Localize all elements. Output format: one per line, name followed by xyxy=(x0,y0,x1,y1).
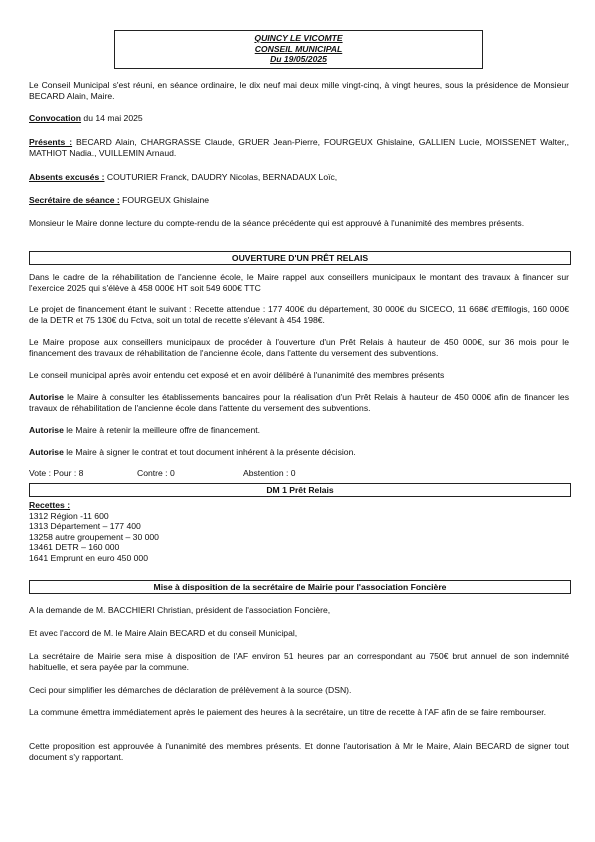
autorise-paragraph-2 xyxy=(29,425,569,436)
secretaire-paragraph-6: Cette proposition est approuvée à l'unanimité des membres présents. Et donne l'autorisation à Mr le Maire, Alain BECARD de signer tout document s'y rapportant. xyxy=(29,741,569,762)
meeting-date: Du 19/05/2025 xyxy=(270,54,327,65)
autorise-label: Autorise xyxy=(29,392,64,402)
recette-line: 1641 Emprunt en euro 450 000 xyxy=(29,552,148,563)
secretaire-paragraph-3: La secrétaire de Mairie sera mise à disposition de l'AF environ 51 heures par an correspondant au 750€ brut annuel de son indemnité habituelle, et sera payée par la commune. xyxy=(29,651,569,672)
lecture-paragraph: Monsieur le Maire donne lecture du compte-rendu de la séance précédente qui est approuvé à l'unanimité des membres présents. xyxy=(29,218,525,228)
header-box xyxy=(114,30,483,69)
section-secretaire-title: Mise à disposition de la secrétaire de Mairie pour l'association Foncière xyxy=(29,580,571,594)
council-title: CONSEIL MUNICIPAL xyxy=(254,43,343,54)
pret-paragraph-4: Le conseil municipal après avoir entendu cet exposé et en avoir délibéré à l'unanimité des membres présents xyxy=(29,370,445,380)
recette-line: 1312 Région -11 600 xyxy=(29,510,109,521)
recettes-label: Recettes : xyxy=(29,500,71,510)
section-pret-relais-title: OUVERTURE D'UN PRÊT RELAIS xyxy=(29,251,571,265)
convocation-text: du 14 mai 2025 xyxy=(81,113,143,123)
convocation-line xyxy=(29,113,569,124)
recette-line: 13461 DETR – 160 000 xyxy=(29,542,120,553)
commune-title: QUINCY LE VICOMTE xyxy=(254,33,343,43)
secretaire-paragraph-5: La commune émettra immédiatement après le paiement des heures à la secrétaire, un titre de recette à l'AF afin de se faire rembourser. xyxy=(29,707,547,717)
presents-label: Présents : xyxy=(29,137,73,147)
autorise-label: Autorise xyxy=(29,425,64,435)
autorise-text: le Maire à consulter les établissements bancaires pour la réalisation d'un Prêt Relais à hauteur de 450 000€ afin de financer les travaux de réhabilitation de l'ancienne école dans l'attente du versement des subventions. xyxy=(29,392,569,413)
presents-paragraph xyxy=(29,137,569,158)
section-dm-title: DM 1 Prêt Relais xyxy=(29,483,571,497)
convocation-label: Convocation xyxy=(29,113,82,123)
secretaire-text: FOURGEUX Ghislaine xyxy=(119,195,210,205)
absents-line xyxy=(29,172,569,183)
secretaire-paragraph-2: Et avec l'accord de M. le Maire Alain BECARD et du conseil Municipal, xyxy=(29,628,298,638)
recettes-list xyxy=(29,500,159,564)
vote-abstention: Abstention : 0 xyxy=(243,468,296,478)
pret-paragraph-3: Le Maire propose aux conseillers municipaux de procéder à l'ouverture d'un Prêt Relais à hauteur de 450 000€, sur 36 mois pour le financement des travaux de réhabilitation de l'ancienne école, dans l'attente du versement des subventions. xyxy=(29,337,569,358)
secretaire-paragraph-4: Ceci pour simplifier les démarches de déclaration de prélèvement à la source (DSN). xyxy=(29,685,352,695)
secretaire-line xyxy=(29,195,569,206)
recette-line: 13258 autre groupement – 30 000 xyxy=(29,531,159,542)
vote-line xyxy=(29,468,569,479)
pret-paragraph-2: Le projet de financement étant le suivant : Recette attendue : 177 400€ du département, 30 000€ du SICECO, 11 668€ d'Effilogis, 160 000€ de la DETR et 75 130€ du Fctva, soit un total de recette s'élevant à 454 198€. xyxy=(29,304,569,325)
autorise-text: le Maire à retenir la meilleure offre de financement. xyxy=(63,425,261,435)
presents-text: BECARD Alain, CHARGRASSE Claude, GRUER Jean-Pierre, FOURGEUX Ghislaine, GALLIEN Lucie, MOISSENET Walter,, MATHIOT Nadia., VUILLEMIN Arnaud. xyxy=(29,137,569,158)
absents-text: COUTURIER Franck, DAUDRY Nicolas, BERNADAUX Loïc, xyxy=(104,172,338,182)
vote-pour: Vote : Pour : 8 xyxy=(29,468,84,478)
autorise-paragraph-3 xyxy=(29,447,569,458)
absents-label: Absents excusés : xyxy=(29,172,105,182)
autorise-label: Autorise xyxy=(29,447,64,457)
autorise-text: le Maire à signer le contrat et tout document inhérent à la présente décision. xyxy=(63,447,356,457)
secretaire-paragraph-1: A la demande de M. BACCHIERI Christian, président de l'association Foncière, xyxy=(29,605,331,615)
recette-line: 1313 Département – 177 400 xyxy=(29,521,141,532)
autorise-paragraph-1 xyxy=(29,392,569,413)
pret-paragraph-1: Dans le cadre de la réhabilitation de l'ancienne école, le Maire rappel aux conseillers municipaux le montant des travaux à financer sur l'exercice 2025 qui s'élève à 458 000€ HT soit 549 600€ TTC xyxy=(29,272,569,293)
intro-paragraph: Le Conseil Municipal s'est réuni, en séance ordinaire, le dix neuf mai deux mille vingt-cinq, à vingt heures, sous la présidence de Monsieur BECARD Alain, Maire. xyxy=(29,80,569,101)
vote-contre: Contre : 0 xyxy=(137,468,175,478)
secretaire-label: Secrétaire de séance : xyxy=(29,195,120,205)
